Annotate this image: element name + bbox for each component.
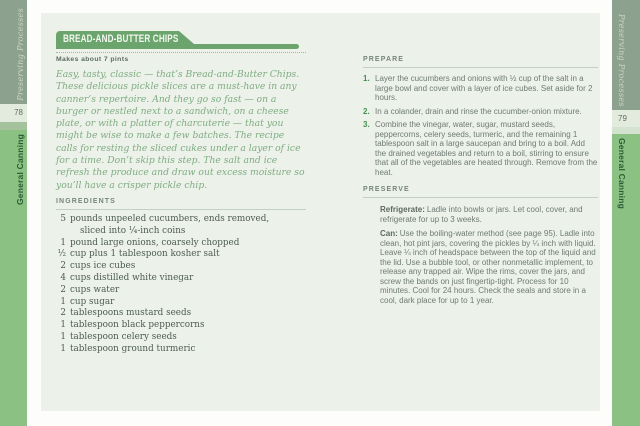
ingredient-item: [56, 320, 278, 332]
right-page: [321, 13, 600, 411]
right-page-edge: [612, 0, 640, 426]
left-page: [41, 13, 321, 411]
step-number: 1.: [363, 74, 370, 83]
ingredient-quantity: 2: [60, 261, 66, 272]
prepare-heading: PREPARE: [363, 56, 598, 68]
left-edge-chapter-label: General Canning: [15, 134, 25, 206]
ingredient-description: tablespoons mustard seeds: [70, 308, 192, 319]
step-text: Layer the cucumbers and onions with ½ cup of the salt in a large bowl and cover with a layer of ice cubes. Set aside for 2 hours.: [375, 74, 593, 102]
preserve-method-refrigerate: [380, 205, 598, 224]
left-edge-part-label: Preserving Processes: [16, 8, 25, 101]
left-edge-part-section: [0, 0, 27, 104]
preserve-methods: [363, 205, 598, 305]
ingredient-quantity: 1: [60, 343, 66, 354]
recipe-title: BREAD-AND-BUTTER CHIPS: [63, 33, 179, 45]
ingredient-quantity: 1: [60, 296, 66, 307]
step-number: 3.: [363, 120, 370, 129]
ingredient-item: [56, 261, 278, 273]
recipe-title-banner: [56, 31, 306, 49]
step-text: Combine the vinegar, water, sugar, mustard seeds, peppercorns, celery seeds, turmeric, and the remaining 1 tablespoon salt in a large saucepan and bring to a boil. Add the drained vegetables and return to a boil, stirring to ensure that all of the vegetables are heated through. Remove from the heat.: [375, 120, 598, 177]
ingredient-description: tablespoon ground turmeric: [70, 343, 196, 354]
right-edge-chapter-section: [612, 134, 640, 426]
ingredient-description: cup plus 1 tablespoon kosher salt: [70, 249, 220, 260]
ingredient-description: pounds unpeeled cucumbers, ends removed, sliced into ¼-inch coins: [70, 213, 270, 236]
step-text: In a colander, drain and rinse the cucumber-onion mixture.: [375, 106, 582, 116]
ingredient-item: [56, 238, 278, 250]
method-text: Ladle into bowls or jars. Let cool, cover, and refrigerate for up to 3 weeks.: [380, 205, 583, 224]
right-edge-part-section: [612, 0, 640, 110]
left-page-edge: [0, 0, 27, 426]
right-page-number: 79: [618, 114, 627, 123]
ingredients-heading: INGREDIENTS: [56, 198, 306, 210]
prepare-step: [363, 107, 598, 117]
ingredient-description: cup sugar: [70, 296, 115, 307]
ingredient-quantity: 1: [60, 331, 66, 342]
ingredient-item: [56, 273, 278, 285]
ingredient-quantity: 2: [60, 284, 66, 295]
ingredient-quantity: 4: [60, 272, 66, 283]
ingredient-quantity: 1: [60, 237, 66, 248]
ingredient-item: [56, 214, 278, 238]
right-page-number-tab: [612, 110, 640, 127]
recipe-intro: Easy, tasty, classic — that’s Bread-and-Butter Chips. These delicious pickle slices are a must-have in any canner’s repertoire. And they go so fast — on a burger or nestled next to a sandwich, on a cheese plate, or with a platter of charcuterie — that you might be wise to make a few batches. The recipe calls for resting the sliced cukes under a layer of ice for a time. Don’t skip this step. The salt and ice refresh the produce and draw out excess moisture so you’ll have a crisper pickle chip.: [56, 69, 305, 191]
step-number: 2.: [363, 106, 370, 116]
ingredient-item: [56, 308, 278, 320]
ingredient-item: [56, 285, 278, 297]
prepare-step: [363, 74, 598, 103]
ingredient-quantity: ½: [57, 249, 66, 260]
ingredient-item: [56, 332, 278, 344]
right-edge-part-label: Preserving Processes: [617, 14, 626, 107]
preserve-heading: PRESERVE: [363, 186, 598, 198]
ingredient-description: tablespoon celery seeds: [70, 331, 177, 342]
dotted-divider: [56, 52, 306, 53]
left-edge-chapter-section: [0, 130, 27, 426]
ingredient-description: cups water: [70, 284, 120, 295]
book-spread: [41, 13, 600, 411]
method-label: Refrigerate:: [380, 205, 425, 214]
ingredient-quantity: 1: [60, 320, 66, 331]
right-edge-divider: [612, 127, 640, 134]
left-page-number-tab: [0, 104, 27, 122]
ingredient-item: [56, 297, 278, 309]
ingredient-quantity: 5: [60, 213, 66, 224]
left-page-number: 78: [14, 108, 23, 117]
left-edge-divider: [0, 122, 27, 130]
prepare-step: [363, 120, 598, 177]
prepare-steps: [363, 74, 598, 177]
ingredient-description: tablespoon black peppercorns: [70, 320, 205, 331]
recipe-yield: Makes about 7 pints: [56, 56, 129, 63]
method-text: Use the boiling-water method (see page 95). Ladle into clean, hot pint jars, covering the pickles by ¼ inch with liquid. Leave ¼ inch of headspace between the top of the liquid and the lid. Use a bubble tool, or other nonmetallic implement, to release any trapped air. Wipe the rims, cover the jars, and screw the bands on just fingertip-tight. Process for 10 minutes. Cool for 24 hours. Check the seals and store in a cool, dark place for up to 1 year.: [380, 229, 596, 305]
ingredient-item: [56, 344, 278, 356]
ingredient-description: cups distilled white vinegar: [70, 272, 194, 283]
ingredient-item: [56, 249, 278, 261]
preserve-method-can: [380, 229, 598, 305]
method-label: Can:: [380, 229, 398, 238]
ingredients-list: [56, 214, 278, 356]
ingredient-quantity: 2: [60, 308, 66, 319]
ingredient-description: cups ice cubes: [70, 261, 136, 272]
ingredient-description: pound large onions, coarsely chopped: [70, 237, 240, 248]
right-edge-chapter-label: General Canning: [617, 138, 627, 210]
